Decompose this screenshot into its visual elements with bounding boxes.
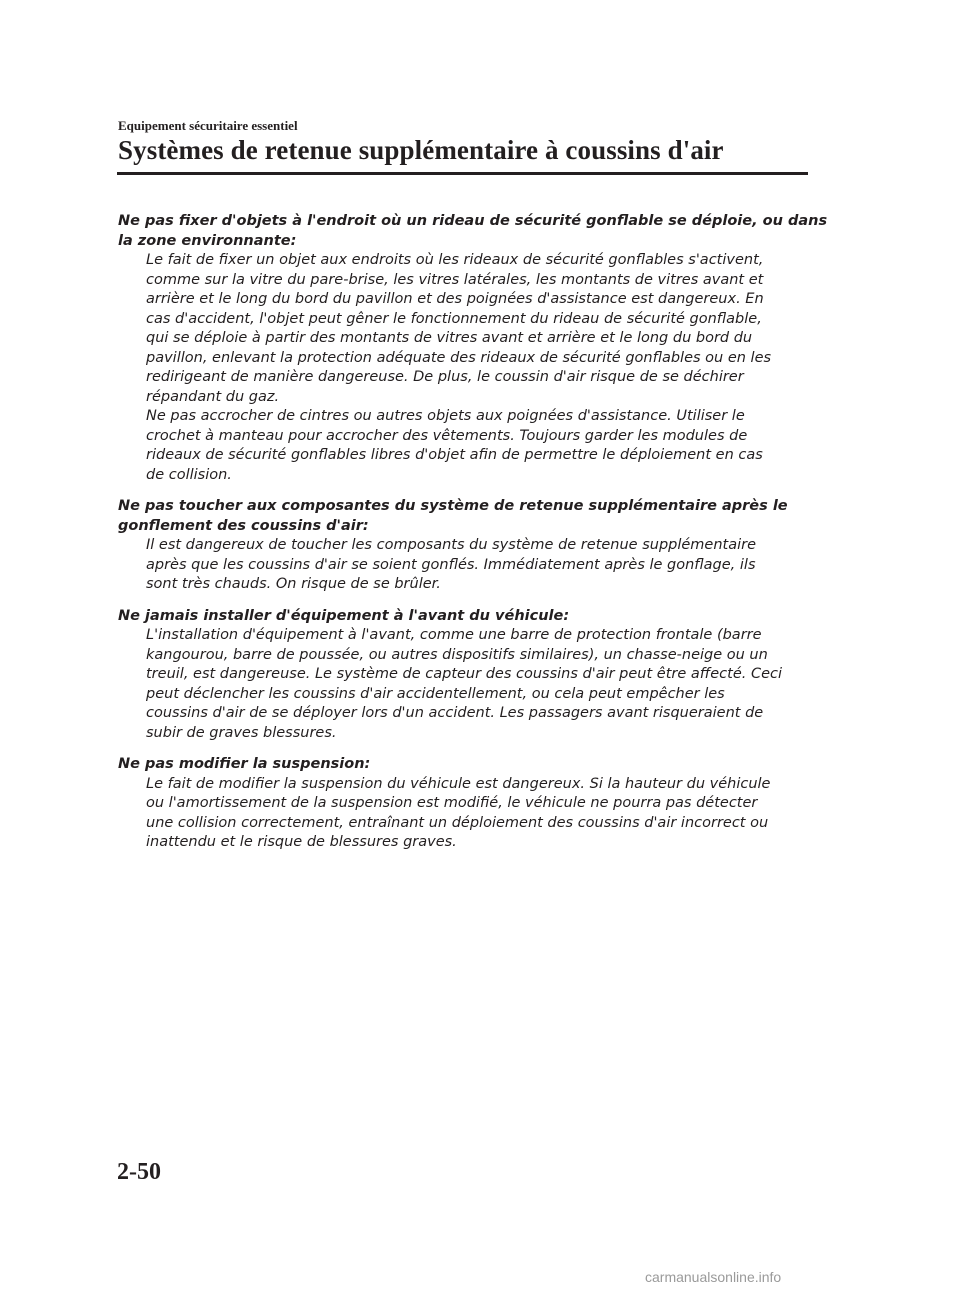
section-label: Equipement sécuritaire essentiel [118, 118, 298, 133]
warning-item [118, 497, 818, 595]
warning-title-line: Ne pas toucher aux composantes du système de retenue supplémentaire après le [118, 498, 788, 514]
warning-body [118, 775, 818, 853]
watermark: carmanualsonline.info [645, 1269, 782, 1285]
warning-body-line: après que les coussins d'air se soient gonflés. Immédiatement après le gonflage, ils [146, 556, 756, 573]
warning-body-line: treuil, est dangereuse. Le système de capteur des coussins d'air peut être affecté. Ceci [146, 666, 783, 682]
warning-body-line: Ne pas accrocher de cintres ou autres objets aux poignées d'assistance. Utiliser le [146, 408, 745, 424]
warning-body-line: répandant du gaz. [146, 388, 280, 405]
warning-title-line: gonflement des coussins d'air: [118, 517, 369, 534]
warning-body-line: sont très chauds. On risque de se brûler. [146, 576, 441, 592]
warning-body-line: kangourou, barre de poussée, ou autres dispositifs similaires), un chasse-neige ou un [146, 646, 768, 663]
warning-body-line: de collision. [146, 466, 232, 483]
heading-divider [117, 172, 808, 175]
warning-title [118, 212, 828, 251]
warnings-list [118, 212, 828, 865]
warning-body-line: inattendu et le risque de blessures graves. [146, 834, 457, 850]
warning-body-line: Il est dangereux de toucher les composants du système de retenue supplémentaire [146, 537, 757, 553]
warning-body-line: subir de graves blessures. [146, 724, 337, 741]
warning-body-line: une collision correctement, entraînant un déploiement des coussins d'air incorrect ou [146, 814, 769, 831]
warning-body [118, 251, 818, 485]
warning-body-line: pavillon, enlevant la protection adéquate des rideaux de sécurité gonflables ou en les [146, 349, 772, 366]
warning-body-line: Le fait de modifier la suspension du véhicule est dangereux. Si la hauteur du véhicule [146, 775, 771, 792]
warning-body-line: ou l'amortissement de la suspension est modifié, le véhicule ne pourra pas détecter [146, 795, 758, 811]
warning-body-line: arrière et le long du bord du pavillon et des poignées d'assistance est dangereux. En [146, 291, 764, 307]
warning-title [118, 607, 818, 627]
warning-body-line: coussins d'air de se déployer lors d'un accident. Les passagers avant risqueraient de [146, 705, 764, 721]
warning-body-line: redirigeant de manière dangereuse. De plus, le coussin d'air risque de se déchirer [146, 369, 744, 385]
page-title: Systèmes de retenue supplémentaire à coussins d'air [118, 135, 724, 165]
warning-body-line: comme sur la vitre du pare-brise, les vitres latérales, les montants de vitres avant et [146, 271, 764, 288]
warning-body-line: peut déclencher les coussins d'air accidentellement, ou cela peut empêcher les [146, 685, 725, 702]
warning-body-line: qui se déploie à partir des montants de vitres avant et arrière et le long du bord du [146, 330, 753, 346]
warning-body [118, 626, 818, 743]
warning-body-line: crochet à manteau pour accrocher des vêtements. Toujours garder les modules de [146, 427, 748, 444]
page-number: 2-50 [117, 1159, 161, 1185]
warning-title-line: Ne pas fixer d'objets à l'endroit où un rideau de sécurité gonflable se déploie, ou dans [118, 213, 828, 229]
warning-title-line: Ne pas modifier la suspension: [118, 756, 371, 772]
warning-item [118, 755, 818, 853]
warning-title-line: la zone environnante: [118, 232, 297, 249]
warning-body-line: cas d'accident, l'objet peut gêner le fonctionnement du rideau de sécurité gonflable, [146, 310, 762, 327]
warning-title [118, 755, 818, 775]
warning-item [118, 212, 828, 485]
warning-body-line: rideaux de sécurité gonflables libres d'objet afin de permettre le déploiement en cas [146, 447, 763, 463]
warning-title [118, 497, 818, 536]
warning-item [118, 607, 818, 744]
warning-body-line: Le fait de fixer un objet aux endroits où les rideaux de sécurité gonflables s'activent, [146, 252, 764, 268]
warning-title-line: Ne jamais installer d'équipement à l'avant du véhicule: [118, 607, 570, 624]
warning-body-line: L'installation d'équipement à l'avant, comme une barre de protection frontale (barre [146, 627, 762, 643]
warning-body [118, 536, 818, 595]
